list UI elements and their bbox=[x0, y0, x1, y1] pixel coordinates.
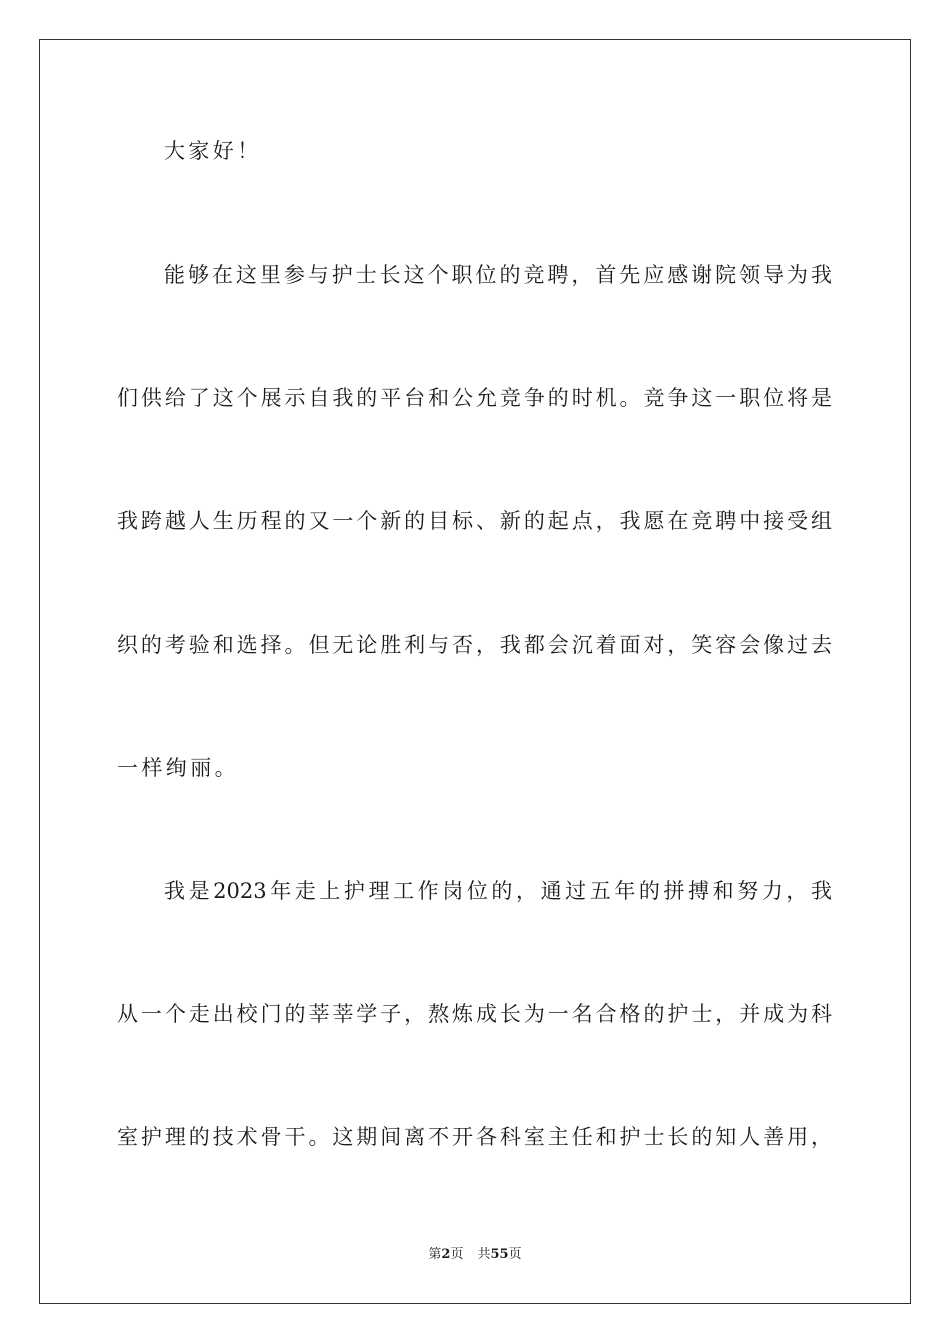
paragraph-2-line-1: 我是2023年走上护理工作岗位的，通过五年的拼搏和努力，我 bbox=[164, 879, 832, 903]
paragraph-1-line-2: 们供给了这个展示自我的平台和公允竞争的时机。竞争这一职位将是 bbox=[117, 386, 832, 410]
footer-page-prefix: 第 bbox=[428, 1247, 442, 1262]
footer-page-current: 2 bbox=[441, 1247, 451, 1262]
paragraph-2-line-2: 从一个走出校门的莘莘学子，熬炼成长为一名合格的护士，并成为科 bbox=[117, 1002, 832, 1026]
greeting-line: 大家好！ bbox=[164, 139, 262, 163]
paragraph-1-line-4: 织的考验和选择。但无论胜利与否，我都会沉着面对，笑容会像过去 bbox=[117, 633, 832, 657]
footer-total-unit: 页 bbox=[508, 1247, 522, 1262]
paragraph-2-line-3: 室护理的技术骨干。这期间离不开各科室主任和护士长的知人善用， bbox=[117, 1125, 832, 1149]
page-footer bbox=[0, 1246, 950, 1264]
paragraph-1-line-3: 我跨越人生历程的又一个新的目标、新的起点，我愿在竞聘中接受组 bbox=[117, 509, 832, 533]
footer-total-prefix: 共 bbox=[477, 1247, 491, 1262]
page-border bbox=[39, 39, 911, 1304]
paragraph-1-line-1: 能够在这里参与护士长这个职位的竞聘，首先应感谢院领导为我 bbox=[164, 263, 832, 287]
footer-page-unit: 页 bbox=[450, 1247, 464, 1262]
paragraph-1-line-5: 一样绚丽。 bbox=[117, 756, 239, 780]
footer-page-total: 55 bbox=[490, 1247, 509, 1262]
